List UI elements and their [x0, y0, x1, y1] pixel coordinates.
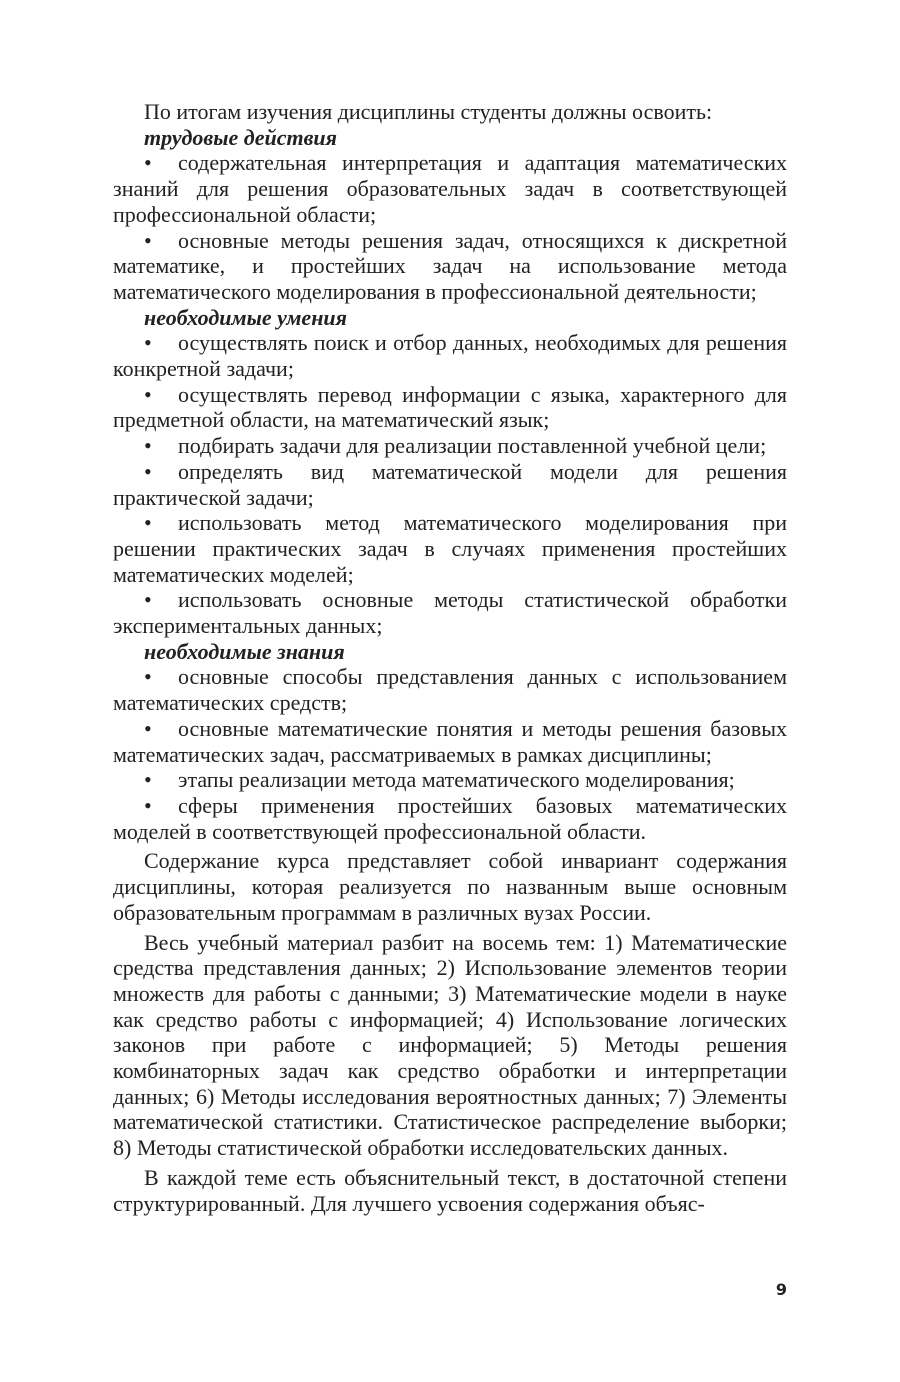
section-heading-required-knowledge: необходимые знания	[144, 638, 345, 664]
list-item-text: основные математические понятия и методы решения базовых математических задач, рассматриваемых в рамках дисциплины;	[113, 715, 787, 767]
list-item	[113, 587, 787, 638]
page-number: 9	[775, 1280, 787, 1299]
list-item	[113, 793, 787, 844]
bullet-icon: •	[144, 792, 152, 818]
body-paragraph: Весь учебный материал разбит на восемь тем: 1) Математические средства представления данных; 2) Использование элементов теории множеств для работы с данными; 3) Математические модели в науке как средство работы с информацией; 4) Использование логических законов при работе с информацией; 5) Методы решения комбинаторных задач как средство обработки и интерпретации данных; 6) Методы исследования вероятностных данных; 7) Элементы математической статистики. Статистическое распределение выборки; 8) Методы статистической обработки исследовательских данных.	[113, 929, 787, 1161]
intro-paragraph: По итогам изучения дисциплины студенты должны освоить:	[144, 99, 713, 124]
body-paragraph: Содержание курса представляет собой инвариант содержания дисциплины, которая реализуется по названным выше основным образовательным программам в различных вузах России.	[113, 848, 787, 925]
list-item-text: сферы применения простейших базовых математических моделей в соответствующей профессиональной области.	[113, 792, 787, 844]
bullet-icon: •	[144, 433, 152, 459]
bullet-icon: •	[144, 587, 152, 613]
list-item-text: основные способы представления данных с использованием математических средств;	[113, 664, 787, 716]
body-paragraph: В каждой теме есть объяснительный текст, в достаточной степени структурированный. Для лучшего усвоения содержания объяс-	[113, 1164, 787, 1216]
bullet-icon: •	[144, 510, 152, 536]
bullet-icon: •	[144, 767, 152, 793]
list-item	[113, 716, 787, 767]
bullet-icon: •	[144, 150, 152, 176]
list-item-text: использовать метод математического моделирования при решении практических задач в случаях применения простейших математических моделей;	[113, 510, 787, 587]
bullet-icon: •	[144, 458, 152, 484]
page-body	[113, 99, 787, 1216]
bullet-icon: •	[144, 715, 152, 741]
list-item-text: осуществлять поиск и отбор данных, необходимых для решения конкретной задачи;	[113, 330, 787, 382]
list-item	[113, 228, 787, 305]
list-item	[113, 767, 787, 793]
list-item-text: содержательная интерпретация и адаптация математических знаний для решения образовательных задач в соответствующей профессиональной области;	[113, 150, 787, 227]
list-item-text: определять вид математической модели для решения практической задачи;	[113, 458, 787, 510]
list-item	[113, 150, 787, 227]
list-item	[113, 330, 787, 381]
section-heading-labor-actions: трудовые действия	[144, 124, 337, 150]
list-item-text: осуществлять перевод информации с языка, характерного для предметной области, на математический язык;	[113, 381, 787, 433]
bullet-icon: •	[144, 381, 152, 407]
list-item-text: использовать основные методы статистической обработки экспериментальных данных;	[113, 587, 787, 639]
list-item	[113, 382, 787, 433]
list-item-text: этапы реализации метода математического моделирования;	[178, 767, 735, 793]
list-item	[113, 664, 787, 715]
list-item-text: подбирать задачи для реализации поставленной учебной цели;	[178, 433, 767, 459]
bullet-icon: •	[144, 227, 152, 253]
list-item-text: основные методы решения задач, относящихся к дискретной математике, и простейших задач на использование метода математического моделирования в профессиональной деятельности;	[113, 227, 787, 304]
section-heading-required-skills: необходимые умения	[144, 304, 347, 330]
bullet-icon: •	[144, 664, 152, 690]
list-item	[113, 459, 787, 510]
list-item	[113, 433, 787, 459]
bullet-icon: •	[144, 330, 152, 356]
list-item	[113, 510, 787, 587]
